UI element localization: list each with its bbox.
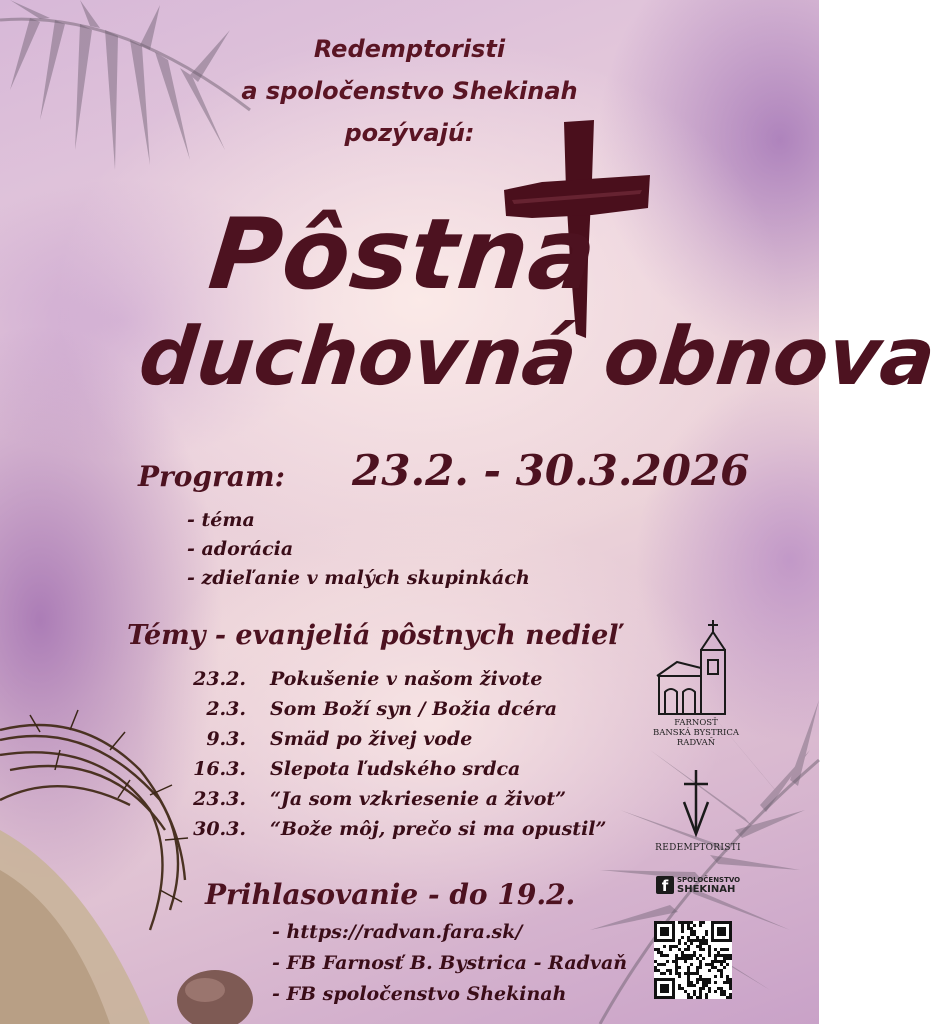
registration-heading: Prihlasovanie - do 19.2. bbox=[205, 878, 576, 911]
registration-link[interactable]: - FB Farnosť B. Bystrica - Radvaň bbox=[272, 952, 628, 974]
theme-title: “Ja som vzkriesenie a život” bbox=[270, 788, 567, 810]
theme-title: “Bože môj, prečo si ma opustil” bbox=[270, 818, 607, 840]
theme-date: 2.3. bbox=[206, 698, 246, 720]
program-item: - adorácia bbox=[187, 538, 294, 560]
shekinah-logo-line: SHEKINAH bbox=[677, 884, 736, 895]
church-icon bbox=[653, 618, 735, 718]
registration-link[interactable]: - https://radvan.fara.sk/ bbox=[272, 921, 523, 943]
theme-date: 16.3. bbox=[193, 758, 246, 780]
program-item: - zdieľanie v malých skupinkách bbox=[187, 567, 530, 589]
event-dates: 23.2. - 30.3.2026 bbox=[352, 446, 750, 495]
facebook-icon: f bbox=[656, 876, 674, 894]
title-line-2: duchovná obnova bbox=[135, 310, 940, 403]
registration-link[interactable]: - FB spoločenstvo Shekinah bbox=[272, 983, 567, 1005]
theme-date: 23.3. bbox=[193, 788, 246, 810]
theme-title: Pokušenie v našom živote bbox=[270, 668, 543, 690]
theme-title: Slepota ľudského srdca bbox=[270, 758, 521, 780]
qr-code-icon[interactable] bbox=[654, 921, 732, 999]
theme-title: Smäd po živej vode bbox=[270, 728, 473, 750]
shekinah-logo-line: SPOLOČENSTVO bbox=[677, 876, 741, 884]
title-line-1: Pôstna bbox=[204, 198, 603, 312]
redemptoristi-logo-text: REDEMPTORISTI bbox=[655, 843, 741, 853]
cross-icon bbox=[678, 768, 714, 840]
parish-logo-line: FARNOSŤ bbox=[674, 718, 718, 728]
header-line-1: Redemptoristi bbox=[313, 35, 506, 63]
theme-title: Som Boží syn / Božia dcéra bbox=[270, 698, 558, 720]
header-line-3: pozývajú: bbox=[344, 119, 475, 147]
theme-date: 30.3. bbox=[193, 818, 246, 840]
parish-logo-text bbox=[650, 718, 742, 748]
program-item: - téma bbox=[187, 509, 255, 531]
theme-date: 9.3. bbox=[206, 728, 246, 750]
parish-logo-line: RADVAŇ bbox=[676, 738, 716, 748]
header-line-2: a spoločenstvo Shekinah bbox=[241, 77, 578, 105]
program-heading: Program: bbox=[138, 460, 285, 493]
theme-date: 23.2. bbox=[193, 668, 246, 690]
shekinah-logo-text bbox=[677, 876, 740, 895]
themes-heading: Témy - evanjeliá pôstnych nedieľ bbox=[127, 620, 622, 651]
parish-logo-line: BANSKÁ BYSTRICA bbox=[652, 728, 740, 738]
